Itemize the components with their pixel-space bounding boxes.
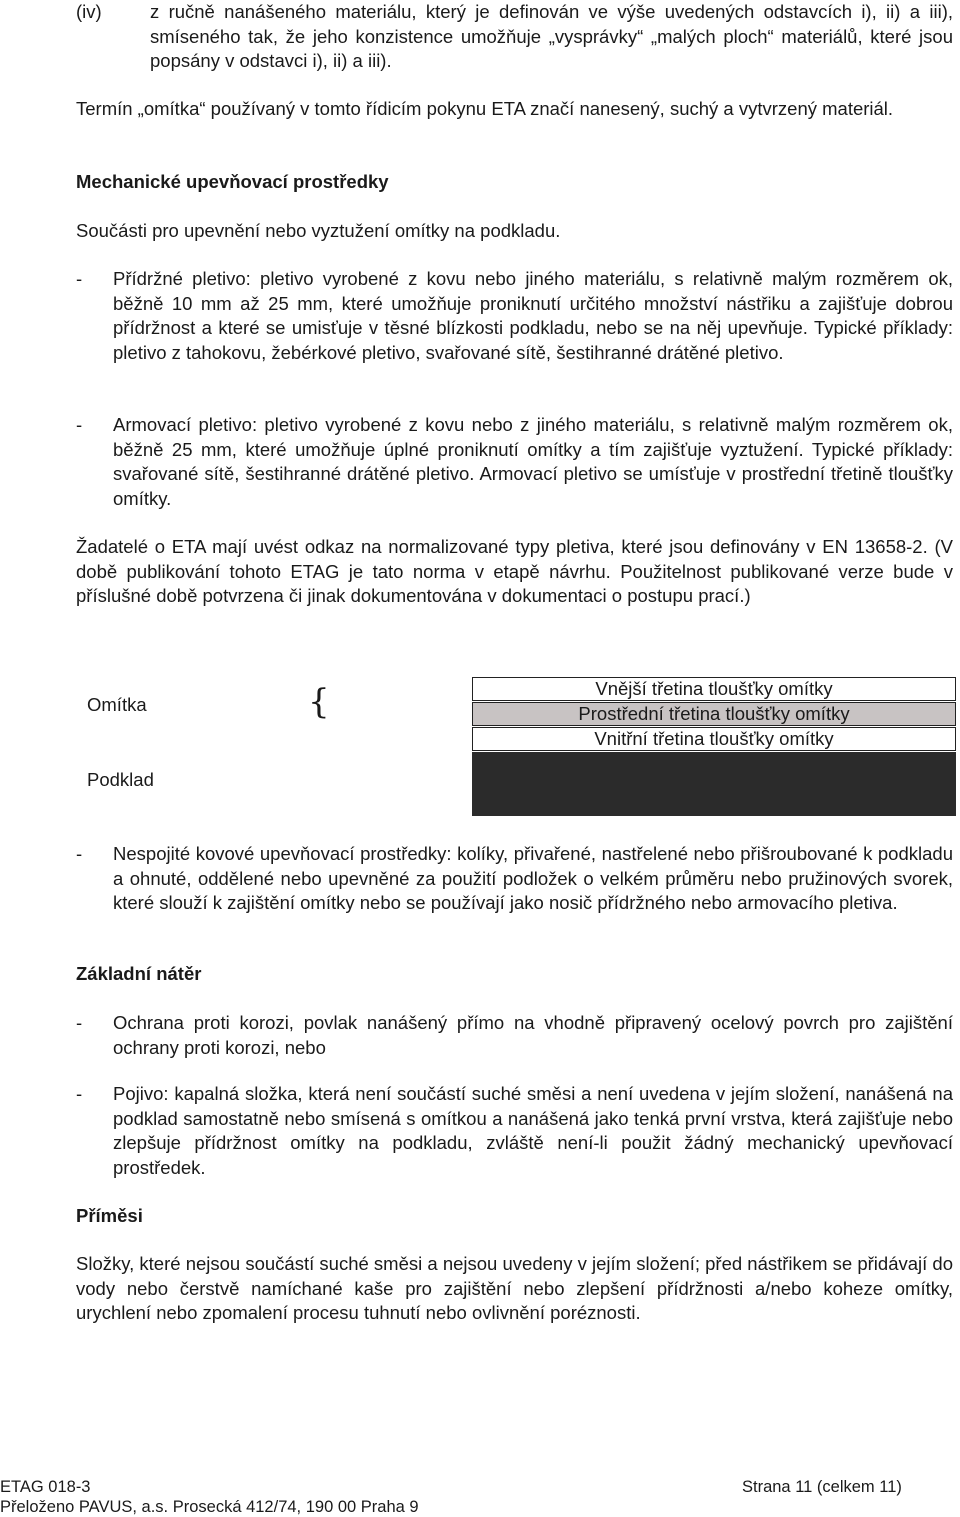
mechanical-item-3: Nespojité kovové upevňovací prostředky: kolíky, přivařené, nastřelené nebo přišroubované k podkladu a ohnuté, oddělené nebo upevněné za použití podložek o velkém průměru nebo pružinových svorek, které slouží k zajištění omítky nebo se používají jako nosič přídržného nebo armovacího pletiva. xyxy=(113,843,953,913)
list-dash: - xyxy=(76,268,83,289)
applicants-note: Žadatelé o ETA mají uvést odkaz na normalizované typy pletiva, které jsou definovány v EN 13658-2. (V době publikování tohoto ETAG je tato norma v etapě návrhu. Použitelnost publikované verze bude v příslušné době potvrzena či jinak dokumentována v dokumentaci o postupu prací.) xyxy=(76,536,953,606)
brace-symbol: { xyxy=(308,682,330,722)
admixtures-text: Složky, které nejsou součástí suché směsi a nejsou uvedeny v jejím složení; před nástřikem se přidávají do vody nebo čerstvě namíchané kaše pro zajištění nebo zlepšení přídržnosti a/nebo koheze omítky, urychlení nebo zpomalení procesu tuhnutí nebo ovlivnění poréznosti. xyxy=(76,1253,953,1323)
mechanical-intro: Součásti pro upevnění nebo vyztužení omítky na podkladu. xyxy=(76,220,561,241)
item-number: (iv) xyxy=(76,1,102,22)
base-coat-item-2: Pojivo: kapalná složka, která není součástí suché směsi a není uvedena v jejím složení, nanášená na podklad samostatně nebo smísená s omítkou a nanášená jako tenká první vrstva, která zajišťuje nebo zlepšuje přídržnost omítky na podkladu, zvláště není-li použit žádný mechanický upevňovací prostředek. xyxy=(113,1083,953,1178)
mechanical-item-1: Přídržné pletivo: pletivo vyrobené z kovu nebo jiného materiálu, s relativně malým rozměrem ok, běžně 10 mm až 25 mm, které umožňuje proniknutí určitého množství nástřiku a zajišťuje dobrou přídržnost a které se umisťuje v těsné blízkosti podkladu, nebo se na něj upevňuje. Typické příklady: pletivo z tahokovu, žebérkové pletivo, svařované sítě, šestihranné drátěné pletivo. xyxy=(113,268,953,363)
admixtures-heading: Příměsi xyxy=(76,1205,143,1226)
footer-doc-id: ETAG 018-3 xyxy=(0,1478,91,1496)
footer-page-number: Strana 11 (celkem 11) xyxy=(742,1478,902,1496)
base-coat-heading: Základní nátěr xyxy=(76,963,202,984)
term-note: Termín „omítka“ používaný v tomto řídicím pokynu ETA značí nanesený, suchý a vytvrzený materiál. xyxy=(76,98,894,119)
list-dash: - xyxy=(76,843,83,864)
mechanical-item-2: Armovací pletivo: pletivo vyrobené z kovu nebo z jiného materiálu, s relativně malým rozměrem ok, běžně 25 mm, které umožňuje úplné proniknutí omítky a tím zajišťuje vyztužení. Typické příklady: svařované sítě, šestihranné drátěné pletivo. Armovací pletivo se umísťuje v prostřední třetině tloušťky omítky. xyxy=(113,414,953,509)
list-dash: - xyxy=(76,1012,83,1033)
mechanical-heading: Mechanické upevňovací prostředky xyxy=(76,171,389,192)
item-iv-text: z ručně nanášeného materiálu, který je definován ve výše uvedených odstavcích i), ii) a iii), smíseného tak, že jeho konzistence umožňuje „vysprávky“ „malých ploch“ materiálů, které jsou popsány v odstavci i), ii) a iii). xyxy=(150,1,953,71)
base-coat-item-1: Ochrana proti korozi, povlak nanášený přímo na vhodně připravený ocelový povrch pro zajištění ochrany proti korozi, nebo xyxy=(113,1012,953,1058)
list-dash: - xyxy=(76,414,83,435)
substrate-label: Podklad xyxy=(87,769,154,790)
substrate-block xyxy=(472,752,956,816)
list-dash: - xyxy=(76,1083,83,1104)
outer-third-layer: Vnější třetina tloušťky omítky xyxy=(472,677,956,701)
inner-third-layer: Vnitřní třetina tloušťky omítky xyxy=(472,727,956,751)
render-label: Omítka xyxy=(87,694,147,715)
middle-third-layer: Prostřední třetina tloušťky omítky xyxy=(472,702,956,726)
footer-translated-by: Přeloženo PAVUS, a.s. Prosecká 412/74, 190 00 Praha 9 xyxy=(0,1498,419,1516)
